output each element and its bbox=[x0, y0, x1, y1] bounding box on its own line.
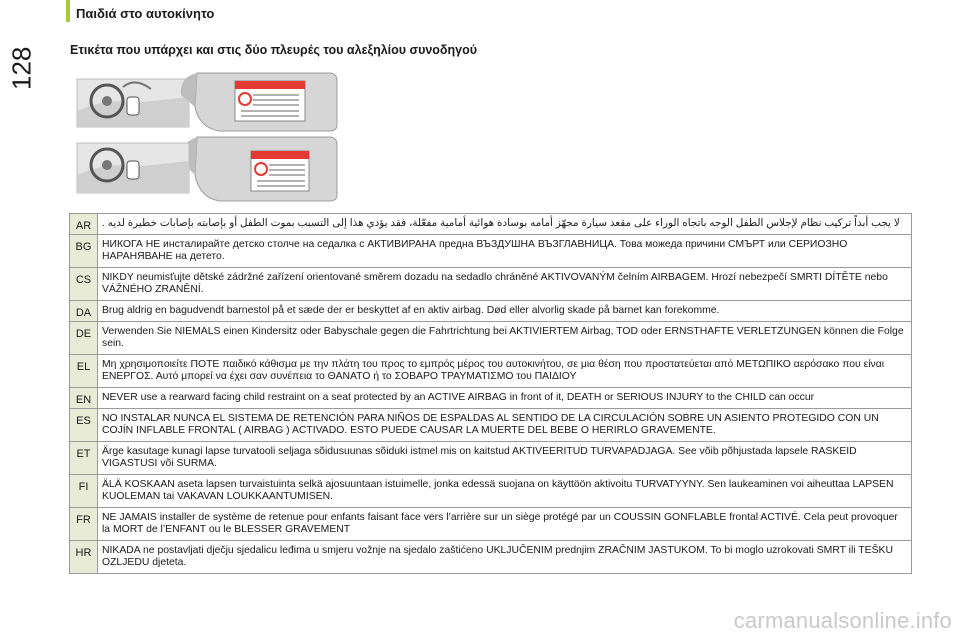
warning-row-et bbox=[70, 442, 912, 475]
language-code: FI bbox=[70, 475, 98, 508]
warning-text: NIKDY neumisťujte dětské zádržné zařízení orientované směrem dozadu na sedadlo chráněné AKTIVOVANÝM čelním AIRBAGEM. Hrozí nebezpečí SMRTI DÍTĚTE nebo VÁŽNÉHO ZRANĚNÍ. bbox=[98, 268, 912, 301]
airbag-warning-table bbox=[69, 213, 912, 574]
warning-text: لا يجب أبداً تركيب نظام لإجلاس الطفل الوجه باتجاه الوراء على مقعد سيارة مجهّز أمامه بوسادة هوائية أمامية مفعّلة، فقد يؤدي هذا إلى التسبب بموت الطفل أو بإصابته بإصابات خطيرة لديه . bbox=[98, 214, 912, 235]
language-code: CS bbox=[70, 268, 98, 301]
subtitle: Ετικέτα που υπάρχει και στις δύο πλευρές του αλεξηλίου συνοδηγού bbox=[70, 43, 478, 57]
dashboard-thumbnail-top bbox=[77, 79, 189, 127]
page-number: 128 bbox=[6, 46, 37, 90]
sun-visor-drawing bbox=[69, 67, 339, 205]
warning-text: ÄLÄ KOSKAAN aseta lapsen turvaistuinta selkä ajosuuntaan istuimelle, jonka edessä suojana on käyttöön aktivoitu TURVATYYNY. Sen laukeaminen voi aiheuttaa LAPSEN KUOLEMAN tai VAKAVAN LOUKKAANTUMISEN. bbox=[98, 475, 912, 508]
warning-row-el bbox=[70, 355, 912, 388]
sun-visor-illustration bbox=[69, 67, 339, 205]
warning-row-cs bbox=[70, 268, 912, 301]
language-code: FR bbox=[70, 508, 98, 541]
warning-text: NIKADA ne postavljati dječju sjedalicu leđima u smjeru vožnje na sjedalo zaštićeno UKLJUČENIM prednjim ZRAČNIM JASTUKOM. To bi moglo uzrokovati SMRT ili TEŠKU OZLJEDU djeteta. bbox=[98, 541, 912, 574]
warning-text: Verwenden Sie NIEMALS einen Kindersitz oder Babyschale gegen die Fahrtrichtung bei AKTIVIERTEM Airbag, TOD oder ERNSTHAFTE VERLETZUNGEN können die Folge sein. bbox=[98, 322, 912, 355]
language-code: DE bbox=[70, 322, 98, 355]
language-code: ET bbox=[70, 442, 98, 475]
warning-row-ar bbox=[70, 214, 912, 235]
warning-text: NE JAMAIS installer de système de retenue pour enfants faisant face vers l’arrière sur un siège protégé par un COUSSIN GONFLABLE frontal ACTIVÉ. Cela peut provoquer la MORT de l’ENFANT ou le BLESSER GRAVEMENT bbox=[98, 508, 912, 541]
dashboard-thumbnail-bottom bbox=[77, 143, 189, 193]
section-title: Παιδιά στο αυτοκίνητο bbox=[76, 6, 215, 21]
watermark: carmanualsonline.info bbox=[733, 608, 952, 633]
warning-text: Ärge kasutage kunagi lapse turvatooli seljaga sõidusuunas sõiduki istmel mis on kaitstud AKTIVEERITUD TURVAPADJAGA. See võib põhjustada lapsele RASKEID VIGASTUSI või SURMA. bbox=[98, 442, 912, 475]
warning-row-es bbox=[70, 409, 912, 442]
warning-text: Μη χρησιμοποιείτε ΠΟΤΕ παιδικό κάθισμα με την πλάτη του προς το εμπρός μέρος του αυτοκινήτου, σε μια θέση που προστατεύεται από ΜΕΤΩΠΙΚΟ αερόσακο που είναι ΕΝΕΡΓΟΣ. Αυτό μπορεί να έχει σαν συνέπεια το ΘΑΝΑΤΟ ή το ΣΟΒΑΡΟ ΤΡΑΥΜΑΤΙΣΜΟ του ΠΑΙΔΙΟΥ bbox=[98, 355, 912, 388]
language-code: BG bbox=[70, 235, 98, 268]
language-code: ES bbox=[70, 409, 98, 442]
warning-row-bg bbox=[70, 235, 912, 268]
warning-text: НИКОГА НЕ инсталирайте детско столче на седалка с АКТИВИРАНА предна ВЪЗДУШНА ВЪЗГЛАВНИЦА. Това можеда причини СМЪРТ или СЕРИОЗНО НАРАНЯВАНЕ на детето. bbox=[98, 235, 912, 268]
warning-text: Brug aldrig en bagudvendt barnestol på et sæde der er beskyttet af en aktiv airbag. Død eller alvorlig skade på barnet kan forekomme. bbox=[98, 301, 912, 322]
sun-visor-top bbox=[181, 73, 337, 131]
sun-visor-bottom bbox=[181, 137, 337, 201]
airbag-warning-table-body bbox=[70, 214, 912, 574]
warning-text: NO INSTALAR NUNCA EL SISTEMA DE RETENCIÓN PARA NIÑOS DE ESPALDAS AL SENTIDO DE LA CIRCULACIÓN SOBRE UN ASIENTO PROTEGIDO CON UN COJÍN INFLABLE FRONTAL ( AIRBAG ) ACTIVADO. ESTO PUEDE CAUSAR LA MUERTE DEL BEBE O HERIRLO GRAVEMENTE. bbox=[98, 409, 912, 442]
warning-row-hr bbox=[70, 541, 912, 574]
language-code: AR bbox=[70, 214, 98, 235]
warning-text: NEVER use a rearward facing child restraint on a seat protected by an ACTIVE AIRBAG in front of it, DEATH or SERIOUS INJURY to the CHILD can occur bbox=[98, 388, 912, 409]
warning-row-fr bbox=[70, 508, 912, 541]
warning-row-en bbox=[70, 388, 912, 409]
language-code: EN bbox=[70, 388, 98, 409]
language-code: DA bbox=[70, 301, 98, 322]
language-code: HR bbox=[70, 541, 98, 574]
warning-row-da bbox=[70, 301, 912, 322]
language-code: EL bbox=[70, 355, 98, 388]
warning-row-de bbox=[70, 322, 912, 355]
section-accent-bar bbox=[66, 0, 70, 22]
warning-row-fi bbox=[70, 475, 912, 508]
